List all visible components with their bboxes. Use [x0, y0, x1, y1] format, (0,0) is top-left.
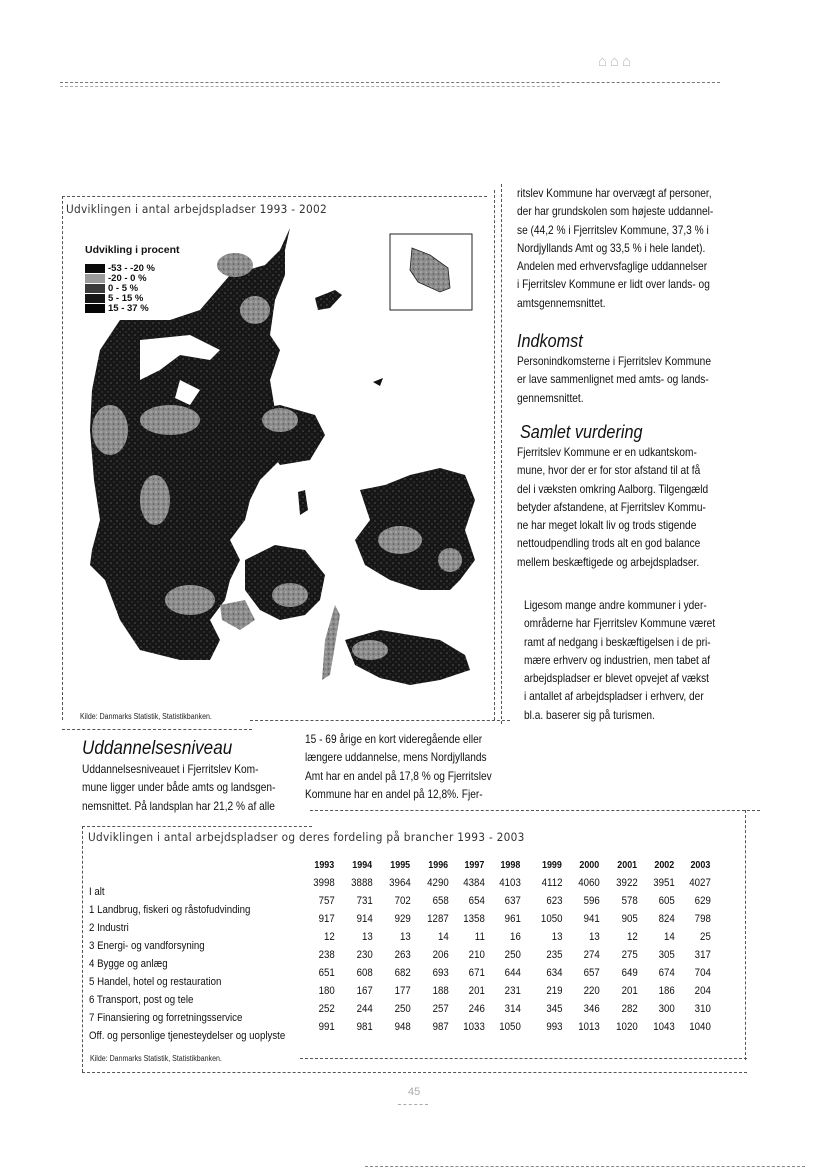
cell: 987: [432, 1021, 449, 1033]
table-row: [300, 874, 713, 892]
cell: 605: [658, 895, 675, 907]
cell: 4112: [541, 877, 563, 889]
cell: 644: [504, 967, 521, 979]
text-line: Fjerritslev Kommune er en udkantskom-: [517, 445, 697, 459]
cell: 4027: [689, 877, 711, 889]
cell: 657: [583, 967, 600, 979]
intro-paragraph: [517, 184, 713, 312]
cell: 13: [361, 931, 373, 943]
cell: 3998: [313, 877, 335, 889]
cell: 14: [664, 931, 675, 943]
text-line: i Fjerritslev Kommune er lidt over lands- og: [517, 277, 710, 292]
text-line: der har grundskolen som højeste uddannel-: [517, 204, 714, 219]
cell: 702: [394, 895, 411, 907]
map-source: Kilde: Danmarks Statistik, Statistikbanken.: [80, 712, 212, 721]
text-line: længere uddannelse, mens Nordjyllands: [305, 750, 487, 765]
row-label: 2 Industri: [89, 922, 129, 934]
text-line: områderne har Fjerritslev Kommune været: [524, 616, 716, 631]
cell: 731: [356, 895, 373, 907]
cell: 961: [504, 913, 521, 925]
row-label: 1 Landbrug, fiskeri og råstofudvinding: [89, 904, 251, 916]
cell: 1033: [463, 1021, 485, 1033]
cell: 1013: [578, 1021, 600, 1033]
text-line: Andelen med erhvervsfaglige uddannelser: [517, 259, 708, 274]
cell: 263: [394, 949, 411, 961]
text-line: ne har meget lokalt liv og trods stigende: [517, 518, 697, 533]
assessment-heading: Samlet vurdering: [520, 422, 643, 442]
cell: 1287: [427, 913, 449, 925]
cell: 4103: [499, 877, 521, 889]
text-line: i antallet af arbejdspladser i erhverv, der: [524, 689, 704, 704]
legend-label: 0 - 5 %: [108, 282, 139, 294]
text-line: del i væksten omkring Aalborg. Tilgengæld: [517, 481, 709, 496]
cell: 188: [432, 985, 449, 997]
text-line: Uddannelsesniveauet i Fjerritslev Kom-: [82, 762, 259, 776]
text-line: ramt af nedgang i beskæftigelsen i de pri-: [524, 634, 711, 649]
cell: 981: [356, 1021, 373, 1033]
text-line: amtsgennemsnittet.: [517, 295, 606, 310]
row-label: Off. og personlige tjenesteydelser og uoplyste: [89, 1030, 286, 1042]
cell: 310: [694, 1003, 711, 1015]
text-line: betyder afstandene, at Fjerritslev Kommu-: [517, 499, 706, 514]
cell: 11: [474, 931, 485, 943]
cell: 12: [626, 931, 638, 943]
education-left-paragraph: [82, 760, 275, 815]
cell: 275: [621, 949, 638, 961]
cell: 204: [694, 985, 711, 997]
table-row: [300, 892, 713, 910]
text-line: mune, hvor der er for stor afstand til at få: [517, 463, 701, 478]
cell: 246: [468, 1003, 485, 1015]
cell: 13: [399, 931, 411, 943]
year-header: 2001: [617, 859, 638, 871]
cell: 244: [356, 1003, 373, 1015]
year-header: 2000: [579, 859, 600, 871]
assessment-paragraph-2: [524, 596, 715, 724]
text-line: mære erhverv og industrien, men tabet af: [524, 652, 711, 667]
year-header: 1999: [541, 859, 562, 871]
cell: 3888: [351, 877, 373, 889]
cell: 25: [700, 931, 711, 943]
legend-label: -20 - 0 %: [108, 272, 147, 284]
table-row: [300, 910, 713, 928]
cell: 693: [432, 967, 449, 979]
text-line: nemsnittet. På landsplan har 21,2 % af alle: [82, 798, 275, 813]
cell: 914: [356, 913, 373, 925]
legend-label: 5 - 15 %: [108, 292, 144, 304]
cell: 257: [432, 1003, 449, 1015]
cell: 1050: [540, 913, 563, 925]
cell: 180: [318, 985, 335, 997]
year-header: 1993: [314, 859, 335, 871]
cell: 206: [432, 949, 449, 961]
assessment-paragraph: [517, 443, 708, 571]
cell: 345: [546, 1003, 563, 1015]
text-line: ritslev Kommune har overvægt af personer,: [517, 186, 712, 200]
map-box-bottom-border-right: [250, 720, 510, 721]
cell: 282: [621, 1003, 638, 1015]
cell: 317: [694, 949, 711, 961]
cell: 201: [468, 985, 485, 997]
cell: 651: [318, 967, 335, 979]
jobs-table: [300, 856, 713, 1036]
cell: 14: [437, 931, 449, 943]
table-box-bottom-border: [82, 1072, 747, 1073]
cell: 905: [621, 913, 638, 925]
cell: 219: [546, 985, 563, 997]
cell: 1020: [616, 1021, 638, 1033]
cell: 623: [546, 895, 563, 907]
cell: 4290: [427, 877, 449, 889]
cell: 637: [504, 895, 521, 907]
cell: 704: [694, 967, 711, 979]
table-row: [300, 946, 713, 964]
cell: 177: [394, 985, 411, 997]
row-label: 5 Handel, hotel og restauration: [89, 976, 222, 988]
text-line: Nordjyllands Amt og 33,5 % i hele landet).: [517, 240, 706, 255]
cell: 346: [583, 1003, 600, 1015]
table-box-left-border: [82, 826, 83, 1072]
table-row: [300, 964, 713, 982]
text-line: Ligesom mange andre kommuner i yder-: [524, 598, 707, 612]
table-header-row: [300, 856, 713, 874]
education-heading: Uddannelsesniveau: [82, 738, 233, 759]
table-source: Kilde: Danmarks Statistik, Statistikbanken.: [90, 1054, 222, 1063]
row-label: 3 Energi- og vandforsyning: [89, 940, 205, 952]
year-header: 2003: [690, 859, 711, 871]
cell: 250: [394, 1003, 411, 1015]
cell: 682: [394, 967, 411, 979]
cell: 16: [510, 931, 521, 943]
cell: 167: [356, 985, 373, 997]
row-label: 7 Finansiering og forretningsservice: [89, 1012, 243, 1024]
cell: 671: [468, 967, 485, 979]
table-row-labels: [89, 883, 312, 1045]
cell: 596: [583, 895, 600, 907]
cell: 608: [356, 967, 373, 979]
year-header: 1994: [352, 859, 373, 871]
cell: 993: [546, 1021, 563, 1033]
header-rule-secondary: [60, 86, 560, 87]
cell: 798: [694, 913, 711, 925]
cell: 1050: [499, 1021, 521, 1033]
cell: 1040: [689, 1021, 711, 1033]
cell: 250: [504, 949, 521, 961]
cell: 4384: [463, 877, 485, 889]
table-row: [300, 982, 713, 1000]
text-line: gennemsnittet.: [517, 390, 584, 405]
cell: 654: [468, 895, 485, 907]
income-paragraph: [517, 352, 711, 407]
table-box-right-border: [745, 810, 746, 1060]
cell: 201: [621, 985, 638, 997]
map-box-left-border: [62, 196, 63, 720]
row-label: 4 Bygge og anlæg: [89, 958, 168, 970]
cell: 1043: [653, 1021, 675, 1033]
cell: 186: [658, 985, 675, 997]
text-line: Amt har en andel på 17,8 % og Fjerritslev: [305, 768, 492, 783]
cell: 629: [694, 895, 711, 907]
legend-label: -53 - -20 %: [108, 262, 155, 274]
text-line: er lave sammenlignet med amts- og lands-: [517, 372, 709, 387]
year-header: 1996: [428, 859, 449, 871]
text-line: mune ligger under både amts og landsgen-: [82, 780, 276, 795]
cell: 305: [658, 949, 675, 961]
cell: 13: [589, 931, 600, 943]
text-line: se (44,2 % i Fjerritslev Kommune, 37,3 % i: [517, 222, 709, 237]
cell: 238: [318, 949, 335, 961]
table-row: [300, 1018, 713, 1036]
row-label: I alt: [89, 886, 105, 898]
header-rule: [60, 82, 720, 83]
map-box-title: Udviklingen i antal arbejdspladser 1993 - 2002: [66, 202, 328, 216]
year-header: 1997: [464, 859, 485, 871]
cell: 220: [583, 985, 600, 997]
cell: 210: [468, 949, 485, 961]
cell: 13: [551, 931, 563, 943]
cell: 929: [394, 913, 411, 925]
cell: 941: [583, 913, 600, 925]
text-line: 15 - 69 årige en kort videregående eller: [305, 732, 483, 746]
education-right-paragraph: [305, 730, 492, 803]
cell: 649: [621, 967, 638, 979]
cell: 314: [504, 1003, 521, 1015]
year-header: 1998: [500, 859, 521, 871]
cell: 252: [318, 1003, 335, 1015]
cell: 3964: [389, 877, 411, 889]
cell: 12: [324, 931, 335, 943]
denmark-map: [80, 220, 500, 710]
page-number-rule: [398, 1104, 428, 1105]
text-line: mellem beskæftigede og arbejdspladser.: [517, 554, 700, 569]
cell: 230: [356, 949, 373, 961]
cell: 991: [318, 1021, 335, 1033]
cell: 231: [504, 985, 521, 997]
cell: 235: [546, 949, 563, 961]
cell: 658: [432, 895, 449, 907]
text-line: arbejdspladser er blevet opvejet af vækst: [524, 671, 709, 686]
table-title: Udviklingen i antal arbejdspladser og deres fordeling på brancher 1993 - 2003: [88, 830, 525, 844]
footer-rule: [365, 1166, 805, 1167]
page-number: 45: [408, 1086, 421, 1098]
text-line: Kommune har en andel på 12,8%. Fjer-: [305, 786, 483, 801]
map-box-top-border: [62, 196, 487, 197]
cell: 1358: [463, 913, 485, 925]
row-label: 6 Transport, post og tele: [89, 994, 194, 1006]
table-row: [300, 1000, 713, 1018]
year-header: 2002: [654, 859, 675, 871]
text-line: Personindkomsterne i Fjerritslev Kommune: [517, 354, 711, 368]
cell: 674: [658, 967, 675, 979]
cell: 300: [658, 1003, 675, 1015]
header-marks: ⌂⌂⌂: [598, 53, 635, 70]
text-line: bl.a. baserer sig på turismen.: [524, 707, 655, 722]
cell: 3922: [616, 877, 638, 889]
cell: 948: [394, 1021, 411, 1033]
table-box-top-border-right: [310, 810, 760, 811]
year-header: 1995: [390, 859, 411, 871]
map-box-bottom-border: [62, 729, 252, 730]
table-row: [300, 928, 713, 946]
cell: 757: [318, 895, 335, 907]
legend-label: 15 - 37 %: [108, 302, 149, 314]
table-box-bottom-border-inner: [300, 1058, 747, 1059]
cell: 274: [583, 949, 600, 961]
cell: 634: [546, 967, 563, 979]
income-heading: Indkomst: [517, 331, 583, 351]
legend-title: Udvikling i procent: [85, 244, 180, 256]
right-column-rule: [501, 184, 502, 724]
text-line: nettoudpendling trods alt en god balance: [517, 536, 701, 551]
table-box-top-border-left: [82, 826, 312, 827]
cell: 4060: [578, 877, 600, 889]
cell: 3951: [653, 877, 675, 889]
cell: 578: [621, 895, 638, 907]
cell: 824: [658, 913, 675, 925]
cell: 917: [318, 913, 335, 925]
